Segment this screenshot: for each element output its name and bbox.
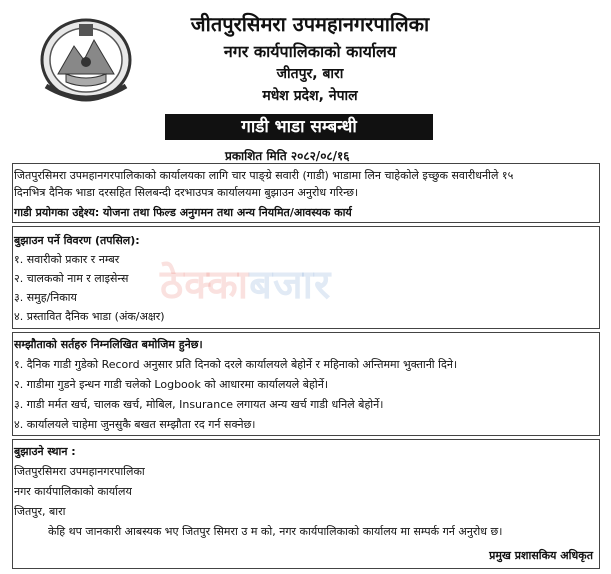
terms-item: ३. गाडी मर्मत खर्च, चालक खर्च, मोबिल, Insurance लगायत अन्य खर्च गाडी धनिले बेहोर्ने।: [14, 398, 384, 411]
office-name: जीतपुरसिमरा उपमहानगरपालिका: [190, 12, 430, 36]
contact-note: केहि थप जानकारी आबस्यक भए जितपुर सिमरा उ म को, नगर कार्यपालिकाको कार्यालय मा सम्पर्क गर्न अनुरोध छ।: [48, 525, 503, 538]
watermark-logo: [160, 255, 331, 310]
details-item: २. चालकको नाम र लाइसेन्स: [14, 272, 129, 285]
purpose-text: गाडी प्रयोगका उद्देश्य: योजना तथा फिल्ड अनुगमन तथा अन्य नियमित/आवस्यक कार्य: [14, 206, 352, 219]
signatory: प्रमुख प्रशासकिय अधिकृत: [489, 549, 593, 562]
details-item: ४. प्रस्तावित दैनिक भाडा (अंक/अक्षर): [14, 310, 165, 323]
details-item: ३. समुह/निकाय: [14, 291, 77, 304]
terms-item: ४. कार्यालयले चाहेमा जुनसुकै बखत सम्झौता रद गर्न सक्नेछ।: [14, 418, 256, 431]
intro-line-1: जितपुरसिमरा उपमहानगरपालिकाको कार्यालयका लागि चार पाङ्ग्रे सवारी (गाडी) भाडामा लिन चाहेकोले इच्छुक सवारीधनीले १५: [14, 169, 514, 182]
office-subtitle: नगर कार्यपालिकाको कार्यालय: [223, 42, 397, 61]
watermark-part-1: ठेक्का: [160, 262, 250, 308]
intro-line-2: दिनभित्र दैनिक भाडा दरसहित सिलबन्दी दरभाउपत्र कार्यालयमा बुझाउन अनुरोध गरिन्छ।: [14, 186, 359, 199]
details-heading: बुझाउन पर्ने विवरण (तपसिल):: [14, 234, 140, 247]
terms-heading: सम्झौताको सर्तहरु निम्नलिखित बमोजिम हुनेछ।: [14, 338, 203, 351]
terms-item: १. दैनिक गाडी गुडेको Record अनुसार प्रति दिनको दरले कार्यालयले बेहोर्ने र महिनाको अन्तिममा भुक्तानी दिने।: [14, 358, 458, 371]
office-location: जीतपुर, बारा: [276, 66, 344, 82]
notice-title: गाडी भाडा सम्बन्धी: [165, 114, 433, 140]
details-item: १. सवारीको प्रकार र नम्बर: [14, 253, 120, 266]
submission-line: नगर कार्यपालिकाको कार्यालय: [14, 485, 132, 498]
nepal-emblem-icon: [36, 12, 136, 108]
submission-line: जितपुरसिमरा उपमहानगरपालिका: [14, 465, 145, 478]
watermark-part-2: बजार: [249, 262, 332, 308]
office-province: मधेश प्रदेश, नेपाल: [262, 88, 358, 104]
terms-item: २. गाडीमा गुडने इन्धन गाडी चलेको Logbook को आधारमा कार्यालयले बेहोर्ने।: [14, 378, 329, 391]
submission-heading: बुझाउने स्थान :: [14, 445, 76, 458]
submission-line: जितपुर, बारा: [14, 505, 66, 518]
published-date: प्रकाशित मिति २०८२/०८/१६: [225, 149, 350, 163]
